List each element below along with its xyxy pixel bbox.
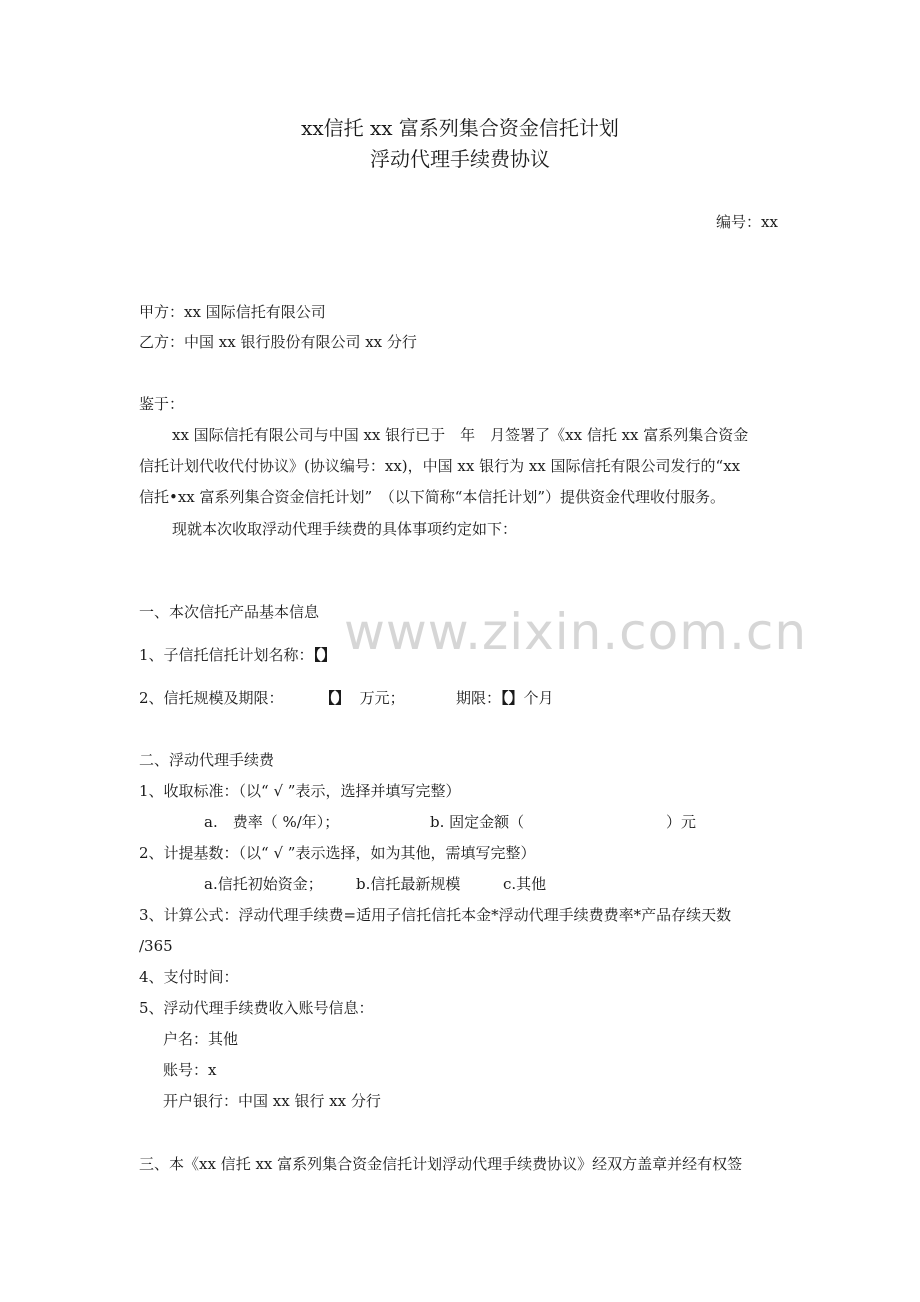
whereas-paragraph-line3: 信托•xx 富系列集合资金信托计划” （以下简称“本信托计划”）提供资金代理收付服务。 [139,488,726,506]
watermark: www.zixin.com.cn [344,603,808,661]
section3-line1: 三、本《xx 信托 xx 富系列集合资金信托计划浮动代理手续费协议》经双方盖章并经有权签 [139,1155,743,1173]
section2-item5: 5、浮动代理手续费收入账号信息： [139,999,374,1017]
section2-item4: 4、支付时间： [139,968,239,986]
trust-scale-unit: 万元； [359,689,405,707]
whereas-heading: 鉴于： [139,395,185,413]
whereas-paragraph-line1: xx 国际信托有限公司与中国 xx 银行已于 年 月签署了《xx 信托 xx 富系列集合资金 [172,426,749,444]
section2-item1: 1、收取标准：（以“ √ ”表示，选择并填写完整） [139,782,461,800]
trust-plan-name-label: 1、子信托信托计划名称： [139,646,314,664]
section1-item2 [139,688,284,708]
document-title-line2: 浮动代理手续费协议 [370,147,550,171]
party-b: 乙方：中国 xx 银行股份有限公司 xx 分行 [139,333,417,351]
whereas-paragraph-line2: 信托计划代收代付协议》(协议编号：xx)，中国 xx 银行为 xx 国际信托有限公司发行的“xx [139,457,741,475]
party-a: 甲方：xx 国际信托有限公司 [139,303,326,321]
base-option-latest: b.信托最新规模 [356,875,461,893]
account-number: 账号：x [163,1061,217,1079]
account-name: 户名：其他 [163,1030,239,1048]
account-bank: 开户银行：中国 xx 银行 xx 分行 [163,1092,381,1110]
section2-item2: 2、计提基数：（以“ √ ”表示选择，如为其他，需填写完整） [139,844,536,862]
section1-item1 [139,645,336,665]
trust-term-value: 【】 [501,689,524,707]
fixed-amount-option: b. 固定金额（ [430,813,525,831]
section1-heading: 一、本次信托产品基本信息 [139,603,320,621]
trust-scale-amount-group [320,688,405,708]
trust-term-group [456,688,554,708]
section2-heading: 二、浮动代理手续费 [139,751,275,769]
trust-plan-name-value: 【】 [313,646,337,664]
section2-item3-line1: 3、计算公式：浮动代理手续费=适用子信托信托本金*浮动代理手续费费率*产品存续天数 [139,906,732,924]
document-title-line1: xx信托 xx 富系列集合资金信托计划 [301,116,619,140]
fee-rate-option: a. 费率（ %/年）； [204,813,340,831]
trust-term-unit: 个月 [523,689,554,707]
trust-scale-amount: 【】 [320,689,351,707]
fixed-amount-suffix: ）元 [666,813,697,831]
agreement-intro: 现就本次收取浮动代理手续费的具体事项约定如下： [172,520,518,538]
base-option-initial: a.信托初始资金； [204,875,323,893]
base-option-other: c.其他 [503,875,547,893]
section2-item3-line2: /365 [139,937,173,955]
trust-term-label: 期限： [456,689,502,707]
document-number: 编号：xx [716,213,778,231]
trust-scale-label: 2、信托规模及期限： [139,689,284,707]
